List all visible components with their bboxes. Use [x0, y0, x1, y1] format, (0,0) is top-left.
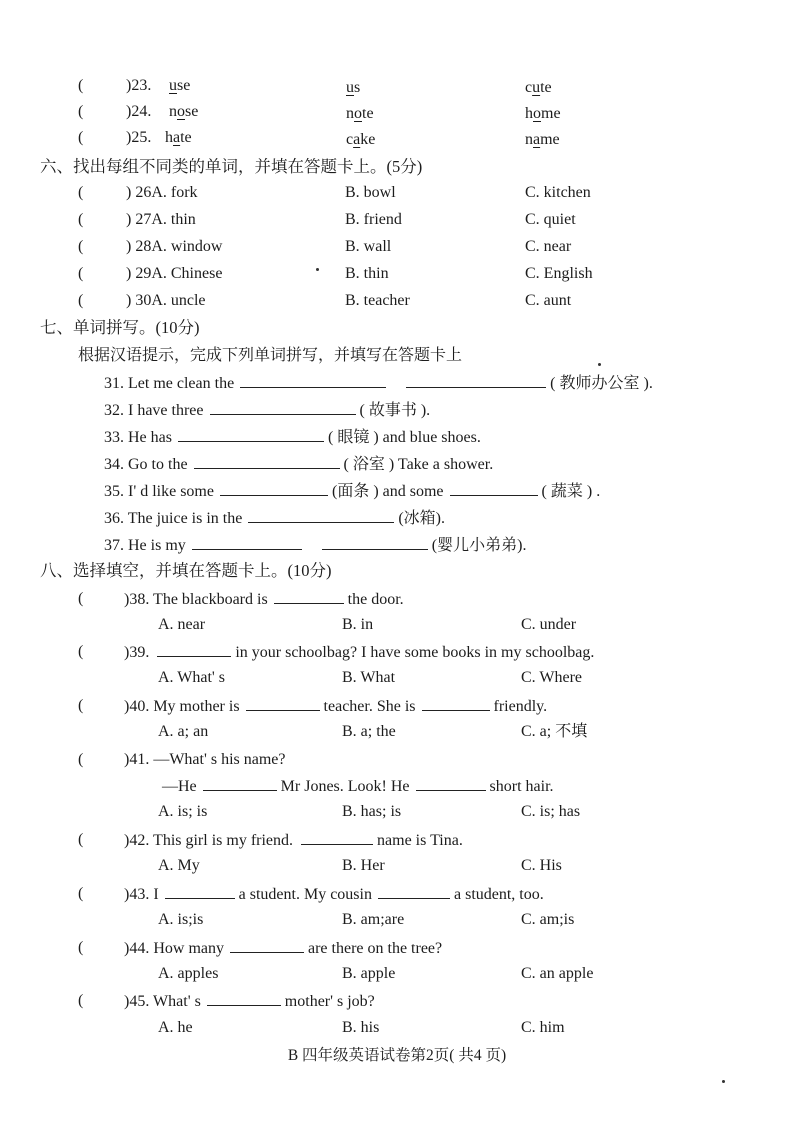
answer-paren: ( [78, 751, 84, 768]
option-b: B. teacher [345, 292, 410, 309]
option-c: C. a; 不填 [521, 723, 588, 740]
word-option-2: cake [346, 131, 376, 148]
scan-speck [598, 363, 601, 366]
word-option-1: use [169, 77, 191, 94]
option-b: B. a; the [342, 723, 396, 740]
word-option-3: home [525, 105, 561, 122]
answer-paren: ( [78, 885, 84, 902]
option-c: C. Where [521, 669, 583, 686]
answer-paren: ( [78, 77, 84, 94]
section-6-title: 六、找出每组不同类的单词，并填在答题卡上。(5分) [40, 157, 423, 176]
answer-blank[interactable] [192, 535, 302, 550]
answer-paren: ( [78, 292, 84, 309]
question-33: 33. He has ( 眼镜 ) and blue shoes. [104, 429, 481, 446]
question-number: )25. [126, 129, 152, 146]
option-a: A. apples [158, 965, 219, 982]
answer-paren: ( [78, 643, 84, 660]
option-a: A. near [158, 616, 206, 633]
answer-blank[interactable] [246, 696, 320, 711]
page-footer: B 四年级英语试卷第2页( 共4 页) [287, 1047, 507, 1064]
question-31: 31. Let me clean the ( 教师办公室 ). [104, 375, 653, 392]
option-a: A. he [158, 1019, 193, 1036]
answer-paren: ( [78, 103, 84, 120]
section-7-title: 七、单词拼写。(10分) [40, 318, 200, 337]
option-a: A. is;is [158, 911, 204, 928]
option-c: C. an apple [521, 965, 594, 982]
answer-blank[interactable] [378, 884, 450, 899]
word-option-1: hate [165, 129, 192, 146]
option-b: B. apple [342, 965, 396, 982]
word-option-2: us [346, 79, 361, 96]
answer-blank[interactable] [274, 589, 344, 604]
option-b: B. has; is [342, 803, 402, 820]
option-a: A. a; an [158, 723, 209, 740]
answer-blank[interactable] [422, 696, 490, 711]
answer-blank[interactable] [220, 481, 328, 496]
question-36: 36. The juice is in the (冰箱). [104, 510, 446, 527]
answer-paren: ( [78, 992, 84, 1009]
answer-paren: ( [78, 831, 84, 848]
word-option-1: nose [169, 103, 199, 120]
answer-blank[interactable] [406, 373, 546, 388]
option-a: ) 30A. uncle [126, 292, 206, 309]
option-c: C. him [521, 1019, 565, 1036]
option-c: C. is; has [521, 803, 581, 820]
option-a: A. What' s [158, 669, 226, 686]
answer-paren: ( [78, 238, 84, 255]
option-b: B. am;are [342, 911, 405, 928]
answer-paren: ( [78, 129, 84, 146]
option-a: ) 27A. thin [126, 211, 196, 228]
option-a: A. is; is [158, 803, 208, 820]
answer-blank[interactable] [165, 884, 235, 899]
answer-blank[interactable] [203, 776, 277, 791]
answer-blank[interactable] [301, 830, 373, 845]
question-37: 37. He is my (婴儿小弟弟). [104, 537, 527, 554]
answer-blank[interactable] [240, 373, 386, 388]
word-option-3: name [525, 131, 560, 148]
question-32: 32. I have three ( 故事书 ). [104, 402, 431, 419]
scan-speck [316, 268, 319, 271]
answer-paren: ( [78, 265, 84, 282]
word-option-3: cute [525, 79, 552, 96]
question-34: 34. Go to the ( 浴室 ) Take a shower. [104, 456, 494, 473]
section-7-instruction: 根据汉语提示，完成下列单词拼写，并填写在答题卡上 [78, 347, 463, 364]
option-c: C. His [521, 857, 562, 874]
answer-blank[interactable] [450, 481, 538, 496]
option-b: B. thin [345, 265, 389, 282]
option-a: ) 26A. fork [126, 184, 198, 201]
answer-paren: ( [78, 211, 84, 228]
answer-blank[interactable] [157, 642, 231, 657]
answer-blank[interactable] [194, 454, 340, 469]
question-number: )24. [126, 103, 152, 120]
option-a: A. My [158, 857, 200, 874]
answer-paren: ( [78, 939, 84, 956]
scan-speck [722, 1080, 725, 1083]
option-b: B. Her [342, 857, 385, 874]
answer-paren: ( [78, 184, 84, 201]
option-b: B. his [342, 1019, 380, 1036]
option-c: C. am;is [521, 911, 575, 928]
option-c: C. kitchen [525, 184, 591, 201]
option-c: C. quiet [525, 211, 576, 228]
answer-blank[interactable] [230, 938, 304, 953]
option-c: C. aunt [525, 292, 572, 309]
option-b: B. friend [345, 211, 402, 228]
answer-blank[interactable] [178, 427, 324, 442]
answer-paren: ( [78, 697, 84, 714]
option-b: B. What [342, 669, 396, 686]
option-b: B. bowl [345, 184, 396, 201]
option-a: ) 28A. window [126, 238, 223, 255]
option-c: C. under [521, 616, 577, 633]
answer-blank[interactable] [207, 991, 281, 1006]
question-number: )23. [126, 77, 152, 94]
answer-blank[interactable] [322, 535, 428, 550]
answer-blank[interactable] [416, 776, 486, 791]
answer-blank[interactable] [248, 508, 394, 523]
answer-blank[interactable] [210, 400, 356, 415]
answer-paren: ( [78, 590, 84, 607]
section-8-title: 八、选择填空，并填在答题卡上。(10分) [40, 561, 332, 580]
option-b: B. in [342, 616, 374, 633]
word-option-2: note [346, 105, 374, 122]
option-a: ) 29A. Chinese [126, 265, 223, 282]
option-b: B. wall [345, 238, 392, 255]
question-35: 35. I' d like some (面条 ) and some ( 蔬菜 ) . [104, 483, 601, 500]
option-c: C. English [525, 265, 593, 282]
option-c: C. near [525, 238, 572, 255]
